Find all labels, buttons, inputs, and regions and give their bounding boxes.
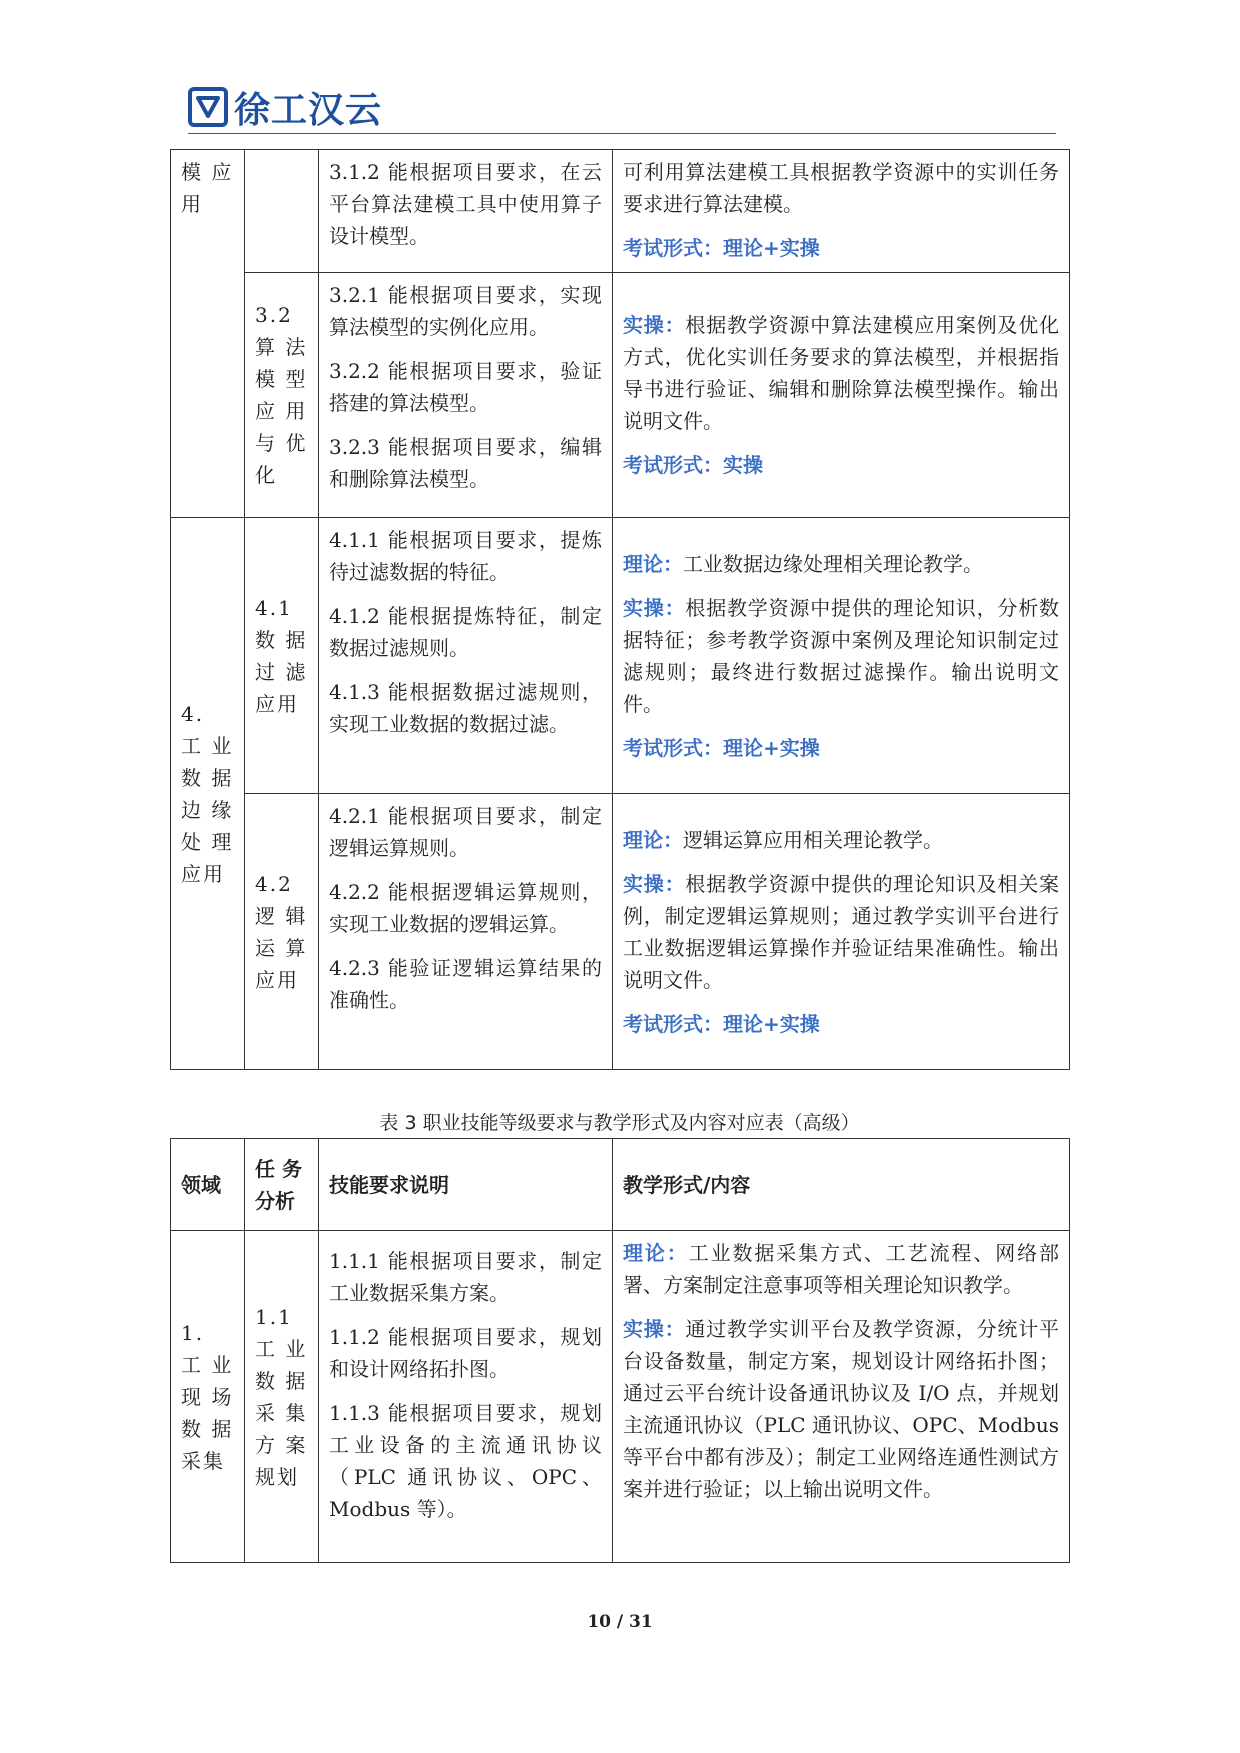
table-row bbox=[171, 1231, 1070, 1563]
company-logo bbox=[188, 84, 382, 130]
task-cell: 4.2 逻 辑 运 算 应用 bbox=[245, 794, 319, 1070]
teaching-cell bbox=[613, 518, 1070, 794]
skill-cell bbox=[319, 150, 613, 273]
teaching-text: 理论：工业数据采集方式、工艺流程、网络部署、方案制定注意事项等相关理论知识教学。 bbox=[623, 1241, 1060, 1297]
skill-item: 1.1.2 能根据项目要求，规划和设计网络拓扑图。 bbox=[329, 1325, 602, 1381]
skill-cell bbox=[319, 1231, 613, 1563]
skill-item: 4.1.2 能根据提炼特征，制定数据过滤规则。 bbox=[329, 604, 602, 660]
skill-cell bbox=[319, 518, 613, 794]
task-cell: 4.1 数 据 过 滤 应用 bbox=[245, 518, 319, 794]
skill-item: 3.1.2 能根据项目要求，在云平台算法建模工具中使用算子设计模型。 bbox=[329, 160, 602, 248]
table-header-row bbox=[171, 1139, 1070, 1231]
logo-text: 徐工汉云 bbox=[234, 89, 383, 131]
advanced-skills-table bbox=[170, 1138, 1070, 1563]
teaching-cell bbox=[613, 273, 1070, 518]
teaching-text: 理论：工业数据边缘处理相关理论教学。 bbox=[623, 551, 983, 576]
skills-table-continued bbox=[170, 149, 1070, 1070]
skill-item: 1.1.1 能根据项目要求，制定工业数据采集方案。 bbox=[329, 1249, 602, 1305]
teaching-text: 实操：根据教学资源中提供的理论知识，分析数据特征；参考教学资源中案例及理论知识制定过滤规则；最终进行数据过滤操作。输出说明文件。 bbox=[623, 595, 1060, 716]
table-row bbox=[171, 150, 1070, 273]
skill-item: 3.2.3 能根据项目要求，编辑和删除算法模型。 bbox=[329, 435, 602, 491]
domain-cell: 1. 工 业 现 场 数 据 采集 bbox=[171, 1231, 245, 1563]
table-row bbox=[171, 518, 1070, 794]
skill-cell bbox=[319, 273, 613, 518]
logo-emblem-icon bbox=[188, 87, 228, 127]
teaching-text: 可利用算法建模工具根据教学资源中的实训任务要求进行算法建模。 bbox=[623, 160, 1059, 216]
skill-item: 4.2.2 能根据逻辑运算规则，实现工业数据的逻辑运算。 bbox=[329, 880, 602, 936]
header-divider bbox=[188, 133, 1056, 134]
exam-form: 考试形式：理论+实操 bbox=[623, 1011, 820, 1036]
header-domain: 领域 bbox=[171, 1139, 245, 1231]
domain-cell: 模 应 用 bbox=[171, 150, 245, 518]
exam-form: 考试形式：理论+实操 bbox=[623, 735, 820, 760]
page-number: 10 / 31 bbox=[587, 1612, 653, 1632]
task-cell: 3.2 算 法 模 型 应 用 与 优 化 bbox=[245, 273, 319, 518]
skill-cell bbox=[319, 794, 613, 1070]
teaching-text: 实操：根据教学资源中提供的理论知识及相关案例，制定逻辑运算规则；通过教学实训平台进行工业数据逻辑运算操作并验证结果准确性。输出说明文件。 bbox=[623, 871, 1060, 992]
header-teaching: 教学形式/内容 bbox=[613, 1139, 1070, 1231]
teaching-cell bbox=[613, 150, 1070, 273]
skill-item: 1.1.3 能根据项目要求，规划工业设备的主流通讯协议（PLC 通讯协议、OPC、Modbus 等）。 bbox=[329, 1401, 602, 1521]
skill-item: 4.2.3 能验证逻辑运算结果的准确性。 bbox=[329, 956, 602, 1012]
table-caption: 表 3 职业技能等级要求与教学形式及内容对应表（高级） bbox=[379, 1112, 860, 1134]
exam-form: 考试形式：理论+实操 bbox=[623, 236, 820, 260]
skill-item: 3.2.1 能根据项目要求，实现算法模型的实例化应用。 bbox=[329, 283, 602, 339]
task-cell: 1.1 工 业 数 据 采 集 方 案 规划 bbox=[245, 1231, 319, 1563]
skill-item: 3.2.2 能根据项目要求，验证搭建的算法模型。 bbox=[329, 359, 602, 415]
teaching-cell bbox=[613, 1231, 1070, 1563]
domain-cell: 4. 工 业 数 据 边 缘 处 理 应用 bbox=[171, 518, 245, 1070]
skill-item: 4.2.1 能根据项目要求，制定逻辑运算规则。 bbox=[329, 804, 602, 860]
table-row bbox=[171, 794, 1070, 1070]
header-skill: 技能要求说明 bbox=[319, 1139, 613, 1231]
teaching-text: 实操：根据教学资源中算法建模应用案例及优化方式，优化实训任务要求的算法模型，并根据指导书进行验证、编辑和删除算法模型操作。输出说明文件。 bbox=[623, 313, 1060, 433]
skill-item: 4.1.1 能根据项目要求，提炼待过滤数据的特征。 bbox=[329, 528, 602, 584]
teaching-cell bbox=[613, 794, 1070, 1070]
table-row bbox=[171, 273, 1070, 518]
skill-item: 4.1.3 能根据数据过滤规则，实现工业数据的数据过滤。 bbox=[329, 680, 602, 736]
task-cell bbox=[245, 150, 319, 273]
teaching-text: 实操：通过教学实训平台及教学资源，分统计平台设备数量，制定方案，规划设计网络拓扑图；通过云平台统计设备通讯协议及 I/O 点，并规划主流通讯协议（PLC 通讯协议、OPC、Modbus 等平台中都有涉及）；制定工业网络连通性测试方案并进行验证；以上输出说明文件。 bbox=[623, 1317, 1060, 1501]
teaching-text: 理论：逻辑运算应用相关理论教学。 bbox=[623, 827, 943, 852]
exam-form: 考试形式：实操 bbox=[623, 453, 763, 477]
header-task: 任 务 分析 bbox=[245, 1139, 319, 1231]
